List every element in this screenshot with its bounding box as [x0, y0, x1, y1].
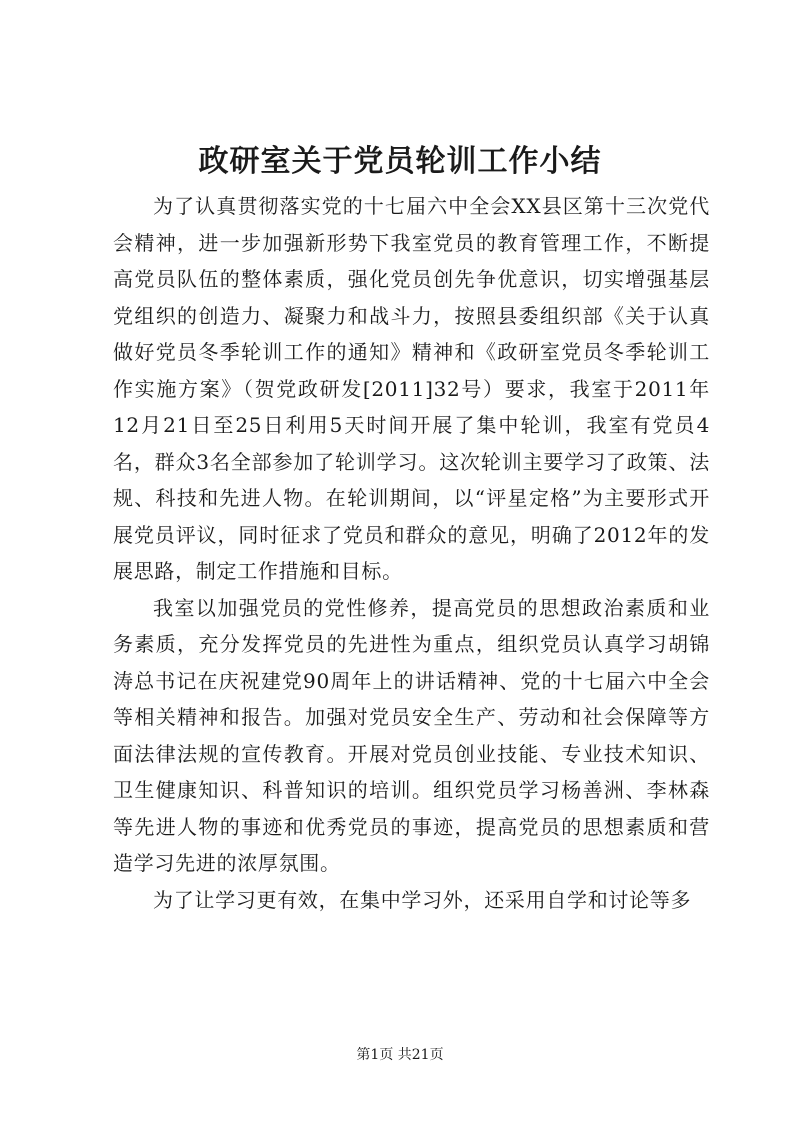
document-title: 政研室关于党员轮训工作小结	[198, 144, 602, 179]
document-body	[113, 188, 710, 918]
paragraph-2: 我室以加强党员的党性修养，提高党员的思想政治素质和业务素质，充分发挥党员的先进性为重点，组织党员认真学习胡锦涛总书记在庆祝建党90周年上的讲话精神、党的十七届六中全会等相关精神和报告。加强对党员安全生产、劳动和社会保障等方面法律法规的宣传教育。开展对党员创业技能、专业技术知识、卫生健康知识、科普知识的培训。组织党员学习杨善洲、李林森等先进人物的事迹和优秀党员的事迹，提高党员的思想素质和营造学习先进的浓厚氛围。	[113, 595, 710, 875]
paragraph-3: 为了让学习更有效，在集中学习外，还采用自学和讨论等多	[153, 887, 692, 912]
page-number-footer: 第1页 共21页	[356, 1047, 444, 1063]
paragraph-1: 为了认真贯彻落实党的十七届六中全会XX县区第十三次党代会精神，进一步加强新形势下我室党员的教育管理工作，不断提高党员队伍的整体素质，强化党员创先争优意识，切实增强基层党组织的创造力、凝聚力和战斗力，按照县委组织部《关于认真做好党员冬季轮训工作的通知》精神和《政研室党员冬季轮训工作实施方案》（贺党政研发[2011]32号）要求，我室于2011年12月21日至25日利用5天时间开展了集中轮训，我室有党员4名，群众3名全部参加了轮训学习。这次轮训主要学习了政策、法规、科技和先进人物。在轮训期间，以“评星定格”为主要形式开展党员评议，同时征求了党员和群众的意见，明确了2012年的发展思路，制定工作措施和目标。	[113, 194, 710, 583]
